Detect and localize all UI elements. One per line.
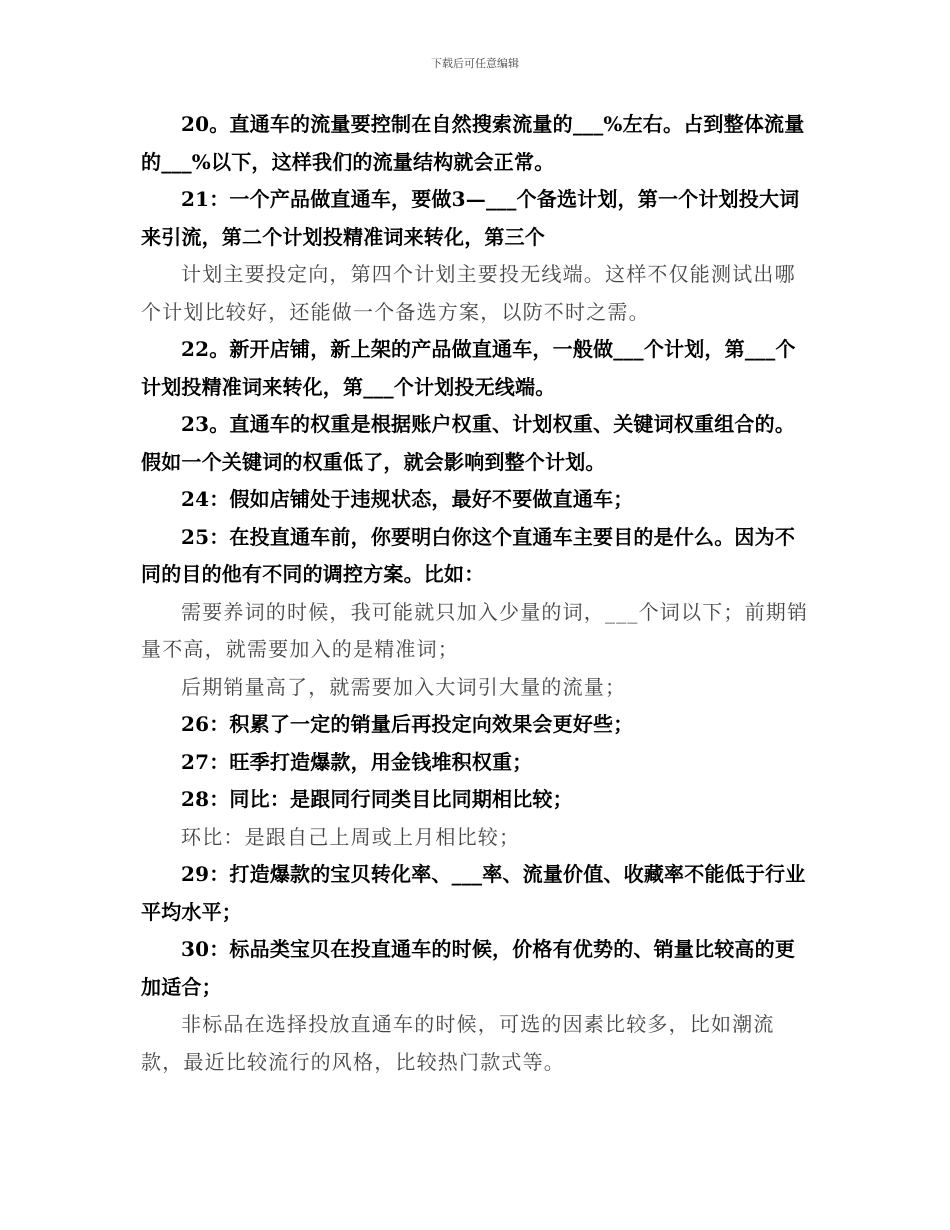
page-header: 下载后可任意编辑 [431, 57, 519, 70]
paragraph-29: 29：打造爆款的宝贝转化率、___率、流量价值、收藏率不能低于行业平均水平； [141, 862, 806, 924]
paragraph-20: 20。直通车的流量要控制在自然搜索流量的___%左右。占到整体流量的___%以下，这样我们的流量结构就会正常。 [141, 112, 805, 174]
paragraph-21-continued: 计划主要投定向，第四个计划主要投无线端。这样不仅能测试出哪个计划比较好，还能做一个备选方案，以防不时之需。 [141, 262, 796, 324]
paragraph-21: 21：一个产品做直通车，要做3—___个备选计划，第一个计划投大词来引流，第二个计划投精准词来转化，第三个 [141, 187, 800, 249]
paragraph-24: 24：假如店铺处于违规状态，最好不要做直通车； [181, 487, 634, 511]
paragraph-25-example-2: 后期销量高了，就需要加入大词引大量的流量； [181, 674, 627, 699]
paragraph-28: 28：同比：是跟同行同类目比同期相比较； [181, 787, 573, 811]
document-body [141, 106, 811, 1081]
paragraph-25: 25：在投直通车前，你要明白你这个直通车主要目的是什么。因为不同的目的他有不同的调控方案。比如： [141, 524, 796, 586]
paragraph-22: 22。新开店铺，新上架的产品做直通车，一般做___个计划，第___个计划投精准词来转化，第___个计划投无线端。 [141, 337, 796, 399]
paragraph-26: 26：积累了一定的销量后再投定向效果会更好些； [181, 712, 634, 736]
paragraph-30: 30：标品类宝贝在投直通车的时候，价格有优势的、销量比较高的更加适合； [141, 937, 796, 999]
paragraph-28-continued: 环比：是跟自己上周或上月相比较； [181, 824, 521, 849]
paragraph-25-example-1: 需要养词的时候，我可能就只加入少量的词，___个词以下；前期销量不高，就需要加入的是精准词； [141, 599, 809, 661]
paragraph-30-continued: 非标品在选择投放直通车的时候，可选的因素比较多，比如潮流款，最近比较流行的风格，比较热门款式等。 [141, 1012, 775, 1074]
paragraph-27: 27：旺季打造爆款，用金钱堆积权重； [181, 749, 533, 774]
paragraph-23: 23。直通车的权重是根据账户权重、计划权重、关键词权重组合的。假如一个关键词的权重低了，就会影响到整个计划。 [141, 412, 796, 474]
